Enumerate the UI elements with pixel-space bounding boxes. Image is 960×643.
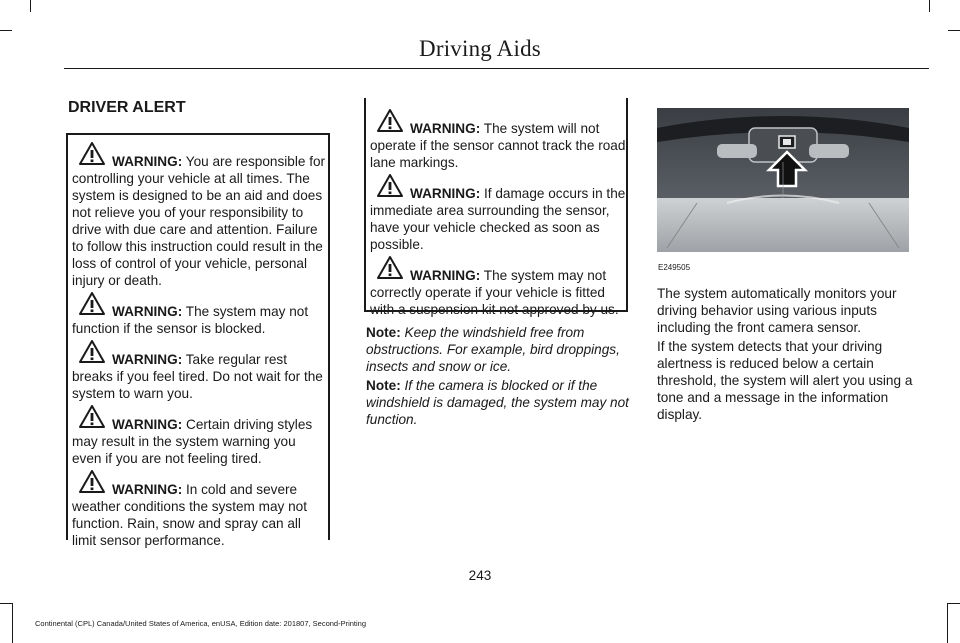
warning-label: WARNING: (112, 352, 183, 367)
paragraph-monitoring: The system automatically monitors your driving behavior using various inputs including the front camera sensor. (657, 286, 897, 335)
warning-triangle-icon (376, 108, 404, 134)
crop-mark (0, 30, 12, 31)
crop-mark (948, 603, 960, 604)
warning-triangle-icon (376, 173, 404, 199)
section-title: DRIVER ALERT (68, 99, 186, 116)
warning-box-top-rule (66, 133, 330, 135)
warning-triangle-icon (78, 141, 106, 167)
crop-mark (948, 30, 960, 31)
note-camera-blocked (366, 377, 630, 428)
warning-text: If damage occurs in the immediate area surrounding the sensor, have your vehicle checked as soon as possible. (370, 186, 626, 252)
warning-list (72, 153, 328, 549)
page-number: 243 (468, 568, 492, 583)
warning-label: WARNING: (112, 417, 183, 432)
figure-code: E249505 (658, 263, 691, 272)
warning-label: WARNING: (410, 121, 481, 136)
note-text: Keep the windshield free from obstructions. For example, bird droppings, insects and snow or ice. (366, 325, 620, 374)
warning-item (72, 153, 328, 289)
note-windshield (366, 324, 628, 375)
front-camera-sensor-illustration (657, 108, 909, 252)
windshield-camera-icon (657, 108, 909, 252)
warning-text: Certain driving styles may result in the system warning you even if you are not feeling tired. (72, 417, 313, 466)
warning-label: WARNING: (410, 186, 481, 201)
warning-triangle-icon (78, 404, 106, 430)
warning-text: The system will not operate if the sensor cannot track the road lane markings. (370, 121, 626, 170)
warning-box-middle (364, 98, 628, 312)
crop-mark (30, 0, 31, 12)
crop-mark (947, 603, 948, 643)
warning-item (72, 481, 328, 549)
paragraph-alertness: If the system detects that your driving alertness is reduced below a certain threshold, the system will alert you using a tone and a message in the information display. (657, 339, 913, 422)
warning-triangle-icon (376, 255, 404, 281)
note-label: Note: (366, 325, 401, 340)
warning-text: The system may not function if the sensor is blocked. (72, 304, 309, 336)
warning-triangle-icon (78, 291, 106, 317)
crop-mark (0, 603, 12, 604)
page-header-title: Driving Aids (419, 36, 541, 61)
warning-item (72, 416, 328, 467)
warning-label: WARNING: (112, 304, 183, 319)
warning-triangle-icon (78, 339, 106, 365)
note-text: If the camera is blocked or if the windshield is damaged, the system may not function. (366, 378, 629, 427)
warning-box-left (66, 133, 330, 548)
warning-label: WARNING: (112, 482, 183, 497)
crop-mark (12, 603, 13, 643)
note-label: Note: (366, 378, 401, 393)
warning-item (370, 120, 626, 171)
warning-text: The system may not correctly operate if your vehicle is fitted (370, 268, 607, 300)
footer-edition-text: Continental (CPL) Canada/United States of America, enUSA, Edition date: 201807, Second-Printing (35, 619, 367, 628)
warning-list (370, 120, 626, 318)
warning-triangle-icon (78, 469, 106, 495)
warning-text: In cold and severe weather conditions the system may not function. Rain, snow and spray can all limit sensor performance. (72, 482, 307, 548)
warning-item (370, 185, 626, 253)
warning-box-bottom-rule (364, 310, 628, 312)
warning-label: WARNING: (410, 268, 481, 283)
header-rule (64, 68, 929, 69)
warning-label: WARNING: (112, 154, 183, 169)
warning-text: Take regular rest breaks if you feel tired. Do not wait for the system to warn you. (72, 352, 323, 401)
warning-text: You are responsible for controlling your vehicle at all times. The system is designed to be an aid and does not relieve you of your responsibility to drive with due care and attention. Failure to follow this instruction could result in the loss of control of your vehicle, personal injury or death. (72, 154, 326, 288)
crop-mark (929, 0, 930, 12)
warning-item (72, 303, 328, 337)
warning-item (72, 351, 328, 402)
